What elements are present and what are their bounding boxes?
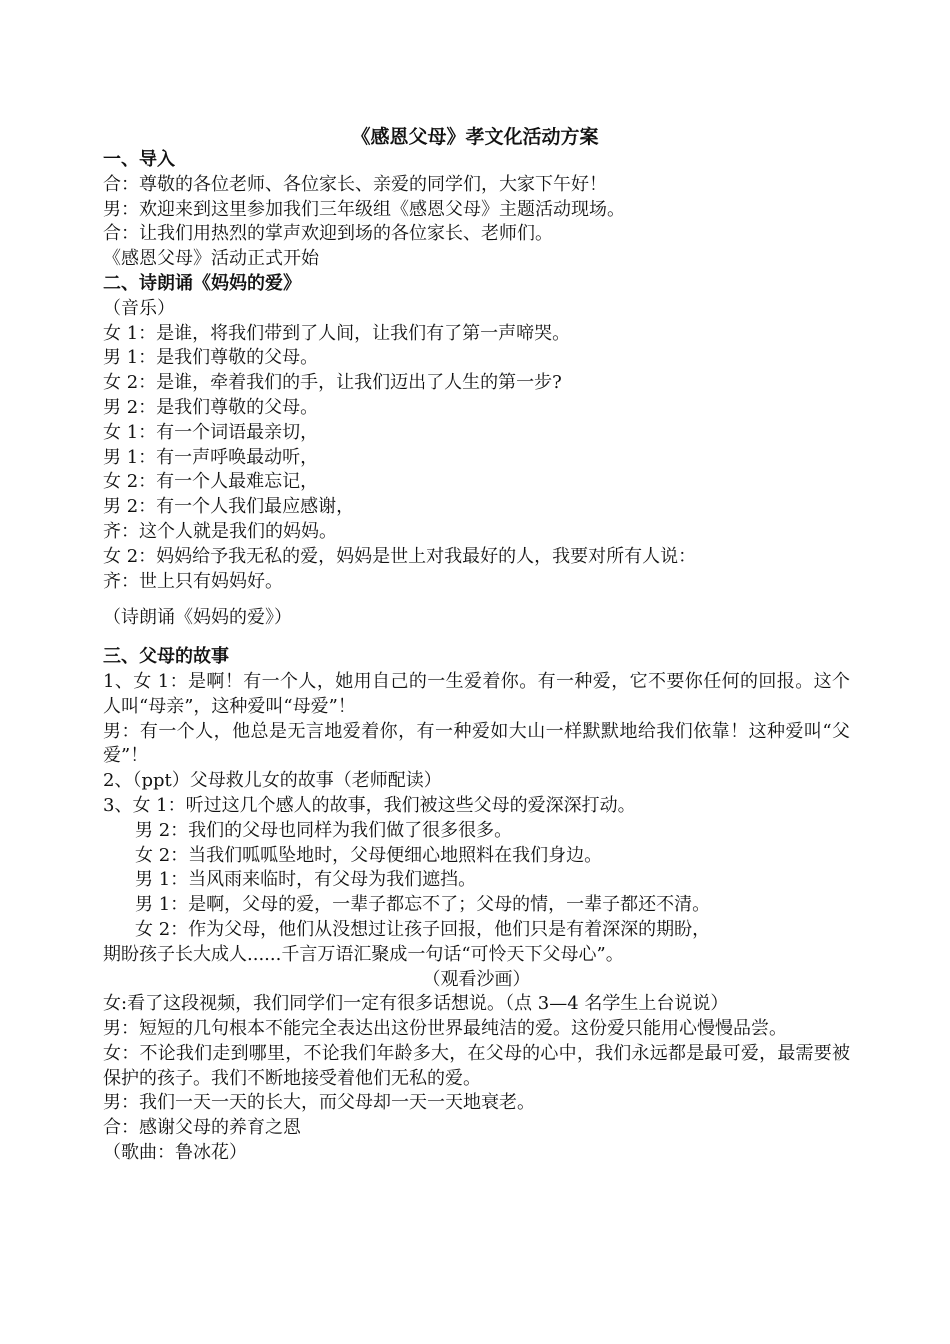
paragraph-line: 男 1：有一声呼唤最动听，	[103, 446, 319, 468]
paragraph-line: 男：欢迎来到这里参加我们三年级组《感恩父母》主题活动现场。	[103, 198, 625, 220]
paragraph-line: 合：感谢父母的养育之恩	[103, 1117, 301, 1139]
paragraph-line: （音乐）	[103, 297, 175, 319]
indented-line: 女 2：作为父母，他们从没想过让孩子回报，他们只是有着深深的期盼，	[135, 918, 711, 940]
paragraph-line: 女 1：是谁，将我们带到了人间，让我们有了第一声啼哭。	[103, 322, 571, 344]
paragraph-line: 女 2：是谁，牵着我们的手，让我们迈出了人生的第一步?	[103, 372, 562, 394]
watch-note: （观看沙画）	[422, 968, 531, 990]
paragraph-line: 《感恩父母》活动正式开始	[103, 248, 319, 270]
paragraph-line: 齐：世上只有妈妈好。	[103, 570, 283, 592]
paragraph-line: 合：尊敬的各位老师、各位家长、亲爱的同学们，大家下午好！	[103, 173, 607, 195]
paragraph-line: 女 1：有一个词语最亲切，	[103, 421, 319, 443]
paragraph-line: 男：我们一天一天的长大，而父母却一天一天地衰老。	[103, 1092, 535, 1114]
paragraph-line: 期盼孩子长大成人......千言万语汇聚成一句话“可怜天下父母心”。	[103, 943, 624, 965]
paragraph-line: 合：让我们用热烈的掌声欢迎到场的各位家长、老师们。	[103, 223, 553, 245]
paragraph-line: 男 1：是我们尊敬的父母。	[103, 347, 319, 369]
paragraph-line: 男 2：是我们尊敬的父母。	[103, 396, 319, 418]
paragraph-line: 3、女 1：听过这几个感人的故事，我们被这些父母的爱深深打动。	[103, 794, 636, 816]
paragraph: 女：不论我们走到哪里，不论我们年龄多大，在父母的心中，我们永远都是最可爱，最需要被保护的孩子。我们不断地接受着他们无私的爱。	[103, 1042, 850, 1089]
indented-line: 女 2：当我们呱呱坠地时，父母便细心地照料在我们身边。	[135, 844, 603, 866]
indented-line: 男 1：当风雨来临时，有父母为我们遮挡。	[135, 869, 477, 891]
section-heading-poem: 二、诗朗诵《妈妈的爱》	[103, 272, 301, 294]
section-heading-story: 三、父母的故事	[103, 646, 229, 668]
document-title: 《感恩父母》孝文化活动方案	[351, 126, 599, 148]
poem-note: （诗朗诵《妈妈的爱》）	[103, 607, 292, 629]
indented-line: 男 1：是啊，父母的爱，一辈子都忘不了；父母的情，一辈子都还不清。	[135, 894, 711, 916]
song-note: （歌曲：鲁冰花）	[103, 1142, 247, 1164]
paragraph: 男：短短的几句根本不能完全表达出这份世界最纯洁的爱。这份爱只能用心慢慢品尝。	[103, 1018, 787, 1040]
paragraph-line: 女 2：有一个人最难忘记，	[103, 471, 319, 493]
paragraph-line: 齐：这个人就是我们的妈妈。	[103, 520, 337, 542]
indented-line: 男 2：我们的父母也同样为我们做了很多很多。	[135, 819, 513, 841]
paragraph: 女:看了这段视频，我们同学们一定有很多话想说。（点 3—4 名学生上台说说）	[103, 993, 729, 1015]
section-heading-intro: 一、导入	[103, 149, 175, 170]
paragraph: 男：有一个人，他总是无言地爱着你，有一种爱如大山一样默默地给我们依靠！这种爱叫“父爱”！	[103, 720, 850, 767]
paragraph-line: 女 2：妈妈给予我无私的爱，妈妈是世上对我最好的人，我要对所有人说：	[103, 545, 697, 567]
document-body	[103, 148, 850, 1166]
paragraph: 1、女 1：是啊！有一个人，她用自己的一生爱着你。有一种爱，它不要你任何的回报。这个人叫“母亲”，这种爱叫“母爱”！	[103, 670, 850, 717]
paragraph-line: 男 2：有一个人我们最应感谢，	[103, 496, 355, 518]
paragraph-line: 2、（ppt）父母救儿女的故事（老师配读）	[103, 770, 442, 792]
